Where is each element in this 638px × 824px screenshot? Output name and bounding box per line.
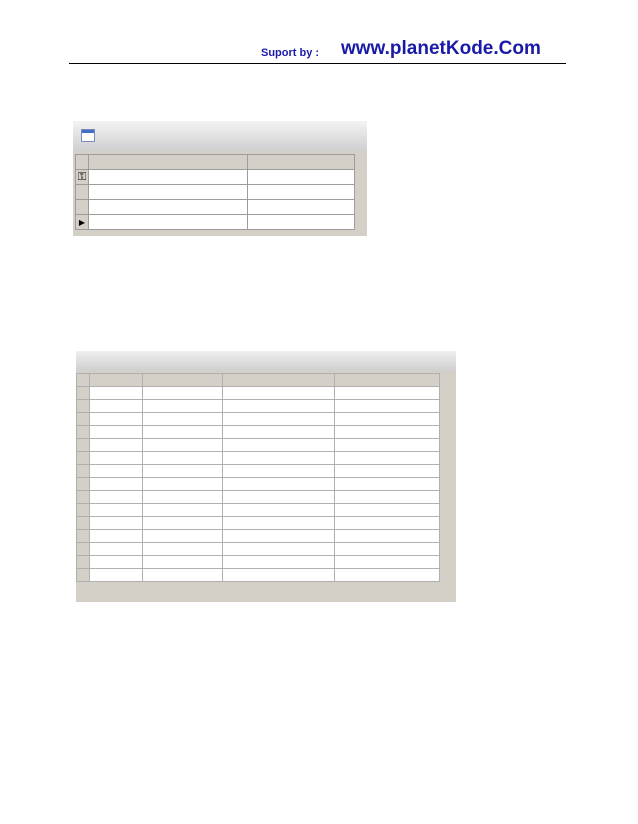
nilai-tunjangan-cell[interactable] [335, 517, 440, 530]
nama-tunjangan-cell[interactable] [223, 517, 335, 530]
data-type-cell[interactable] [248, 185, 355, 200]
id-cell[interactable] [90, 413, 143, 426]
row-selector[interactable] [77, 400, 90, 413]
id-cell[interactable] [90, 504, 143, 517]
nama-tunjangan-cell[interactable] [223, 491, 335, 504]
nama-tunjangan-cell[interactable] [223, 556, 335, 569]
table-row[interactable] [77, 517, 440, 530]
nama-tunjangan-cell[interactable] [223, 465, 335, 478]
table-row[interactable] [77, 504, 440, 517]
row-selector[interactable] [77, 543, 90, 556]
id-cell[interactable] [90, 452, 143, 465]
id-cell[interactable] [90, 387, 143, 400]
field-row[interactable] [76, 170, 355, 185]
id-cell[interactable] [90, 517, 143, 530]
nip-cell[interactable] [143, 543, 223, 556]
row-selector[interactable] [77, 504, 90, 517]
design-view-titlebar [73, 121, 367, 151]
column-header-field-name [89, 155, 248, 170]
row-selector[interactable] [77, 478, 90, 491]
data-type-cell[interactable] [248, 215, 355, 230]
nip-cell[interactable] [143, 530, 223, 543]
nilai-tunjangan-cell[interactable] [335, 465, 440, 478]
id-cell[interactable] [90, 543, 143, 556]
row-selector[interactable] [77, 491, 90, 504]
table-row[interactable] [77, 556, 440, 569]
support-url[interactable]: www.planetKode.Com [341, 38, 541, 59]
nama-tunjangan-cell[interactable] [223, 569, 335, 582]
column-header-nilai-tunjangan [335, 374, 440, 387]
row-selector[interactable] [77, 556, 90, 569]
column-header-id [90, 374, 143, 387]
nip-cell[interactable] [143, 452, 223, 465]
row-selector[interactable] [77, 387, 90, 400]
nama-tunjangan-cell[interactable] [223, 439, 335, 452]
id-cell[interactable] [90, 465, 143, 478]
nama-tunjangan-cell[interactable] [223, 426, 335, 439]
support-label: Suport by : [261, 47, 320, 59]
nip-cell[interactable] [143, 569, 223, 582]
row-selector[interactable] [76, 170, 89, 185]
data-type-cell[interactable] [248, 200, 355, 215]
field-name-cell[interactable] [89, 200, 248, 215]
table-row[interactable] [77, 478, 440, 491]
field-name-cell[interactable] [89, 215, 248, 230]
nilai-tunjangan-cell[interactable] [335, 543, 440, 556]
nama-tunjangan-cell[interactable] [223, 543, 335, 556]
id-cell[interactable] [90, 491, 143, 504]
nip-cell[interactable] [143, 465, 223, 478]
nama-tunjangan-cell[interactable] [223, 504, 335, 517]
current-row-arrow-icon-glyph: ▶ [78, 217, 86, 227]
key-icon-glyph: ⚿ [77, 170, 87, 183]
field-row[interactable] [76, 215, 355, 230]
nilai-tunjangan-cell[interactable] [335, 400, 440, 413]
nilai-tunjangan-cell[interactable] [335, 452, 440, 465]
column-header-nama-tunjangan [223, 374, 335, 387]
field-row[interactable] [76, 200, 355, 215]
nip-cell[interactable] [143, 517, 223, 530]
table-row[interactable] [77, 387, 440, 400]
field-name-cell[interactable] [89, 170, 248, 185]
row-selector[interactable] [77, 413, 90, 426]
nip-cell[interactable] [143, 387, 223, 400]
id-cell[interactable] [90, 400, 143, 413]
field-name-cell[interactable] [89, 185, 248, 200]
nilai-tunjangan-cell[interactable] [335, 478, 440, 491]
table-row[interactable] [77, 569, 440, 582]
nilai-tunjangan-cell[interactable] [335, 569, 440, 582]
nilai-tunjangan-cell[interactable] [335, 426, 440, 439]
id-cell[interactable] [90, 439, 143, 452]
nama-tunjangan-cell[interactable] [223, 530, 335, 543]
nilai-tunjangan-cell[interactable] [335, 439, 440, 452]
design-view-window [73, 121, 367, 236]
header-rule [69, 63, 566, 64]
row-selector[interactable] [77, 439, 90, 452]
table-row[interactable] [77, 465, 440, 478]
page-header [0, 38, 638, 62]
table-row[interactable] [77, 413, 440, 426]
nip-cell[interactable] [143, 413, 223, 426]
column-header-data-type [248, 155, 355, 170]
nip-cell[interactable] [143, 439, 223, 452]
table-row[interactable] [77, 400, 440, 413]
nip-cell[interactable] [143, 556, 223, 569]
table-window-icon [81, 129, 95, 142]
field-definition-grid [75, 154, 355, 230]
field-row[interactable] [76, 185, 355, 200]
row-selector[interactable] [77, 452, 90, 465]
nip-cell[interactable] [143, 400, 223, 413]
table-row[interactable] [77, 452, 440, 465]
id-cell[interactable] [90, 478, 143, 491]
table-row[interactable] [77, 439, 440, 452]
nama-tunjangan-cell[interactable] [223, 452, 335, 465]
nilai-tunjangan-cell[interactable] [335, 530, 440, 543]
row-selector[interactable] [77, 426, 90, 439]
row-selector[interactable] [77, 530, 90, 543]
id-cell[interactable] [90, 530, 143, 543]
nip-cell[interactable] [143, 491, 223, 504]
nip-cell[interactable] [143, 478, 223, 491]
datasheet-window [76, 351, 456, 602]
row-selector[interactable] [77, 517, 90, 530]
nilai-tunjangan-cell[interactable] [335, 504, 440, 517]
id-cell[interactable] [90, 569, 143, 582]
datasheet-titlebar [76, 351, 456, 371]
nama-tunjangan-cell[interactable] [223, 400, 335, 413]
column-header-nip [143, 374, 223, 387]
tunjangan-datasheet [76, 373, 440, 582]
row-selector-header [76, 155, 89, 170]
nilai-tunjangan-cell[interactable] [335, 491, 440, 504]
row-selector-header [77, 374, 90, 387]
nama-tunjangan-cell[interactable] [223, 413, 335, 426]
nama-tunjangan-cell[interactable] [223, 387, 335, 400]
id-cell[interactable] [90, 556, 143, 569]
row-selector[interactable] [77, 465, 90, 478]
table-row[interactable] [77, 426, 440, 439]
nilai-tunjangan-cell[interactable] [335, 413, 440, 426]
row-selector[interactable] [76, 215, 89, 230]
table-row[interactable] [77, 491, 440, 504]
nama-tunjangan-cell[interactable] [223, 478, 335, 491]
id-cell[interactable] [90, 426, 143, 439]
nilai-tunjangan-cell[interactable] [335, 387, 440, 400]
data-type-cell[interactable] [248, 170, 355, 185]
nip-cell[interactable] [143, 426, 223, 439]
nilai-tunjangan-cell[interactable] [335, 556, 440, 569]
row-selector[interactable] [77, 569, 90, 582]
table-row[interactable] [77, 543, 440, 556]
table-row[interactable] [77, 530, 440, 543]
nip-cell[interactable] [143, 504, 223, 517]
row-selector[interactable] [76, 185, 89, 200]
row-selector[interactable] [76, 200, 89, 215]
